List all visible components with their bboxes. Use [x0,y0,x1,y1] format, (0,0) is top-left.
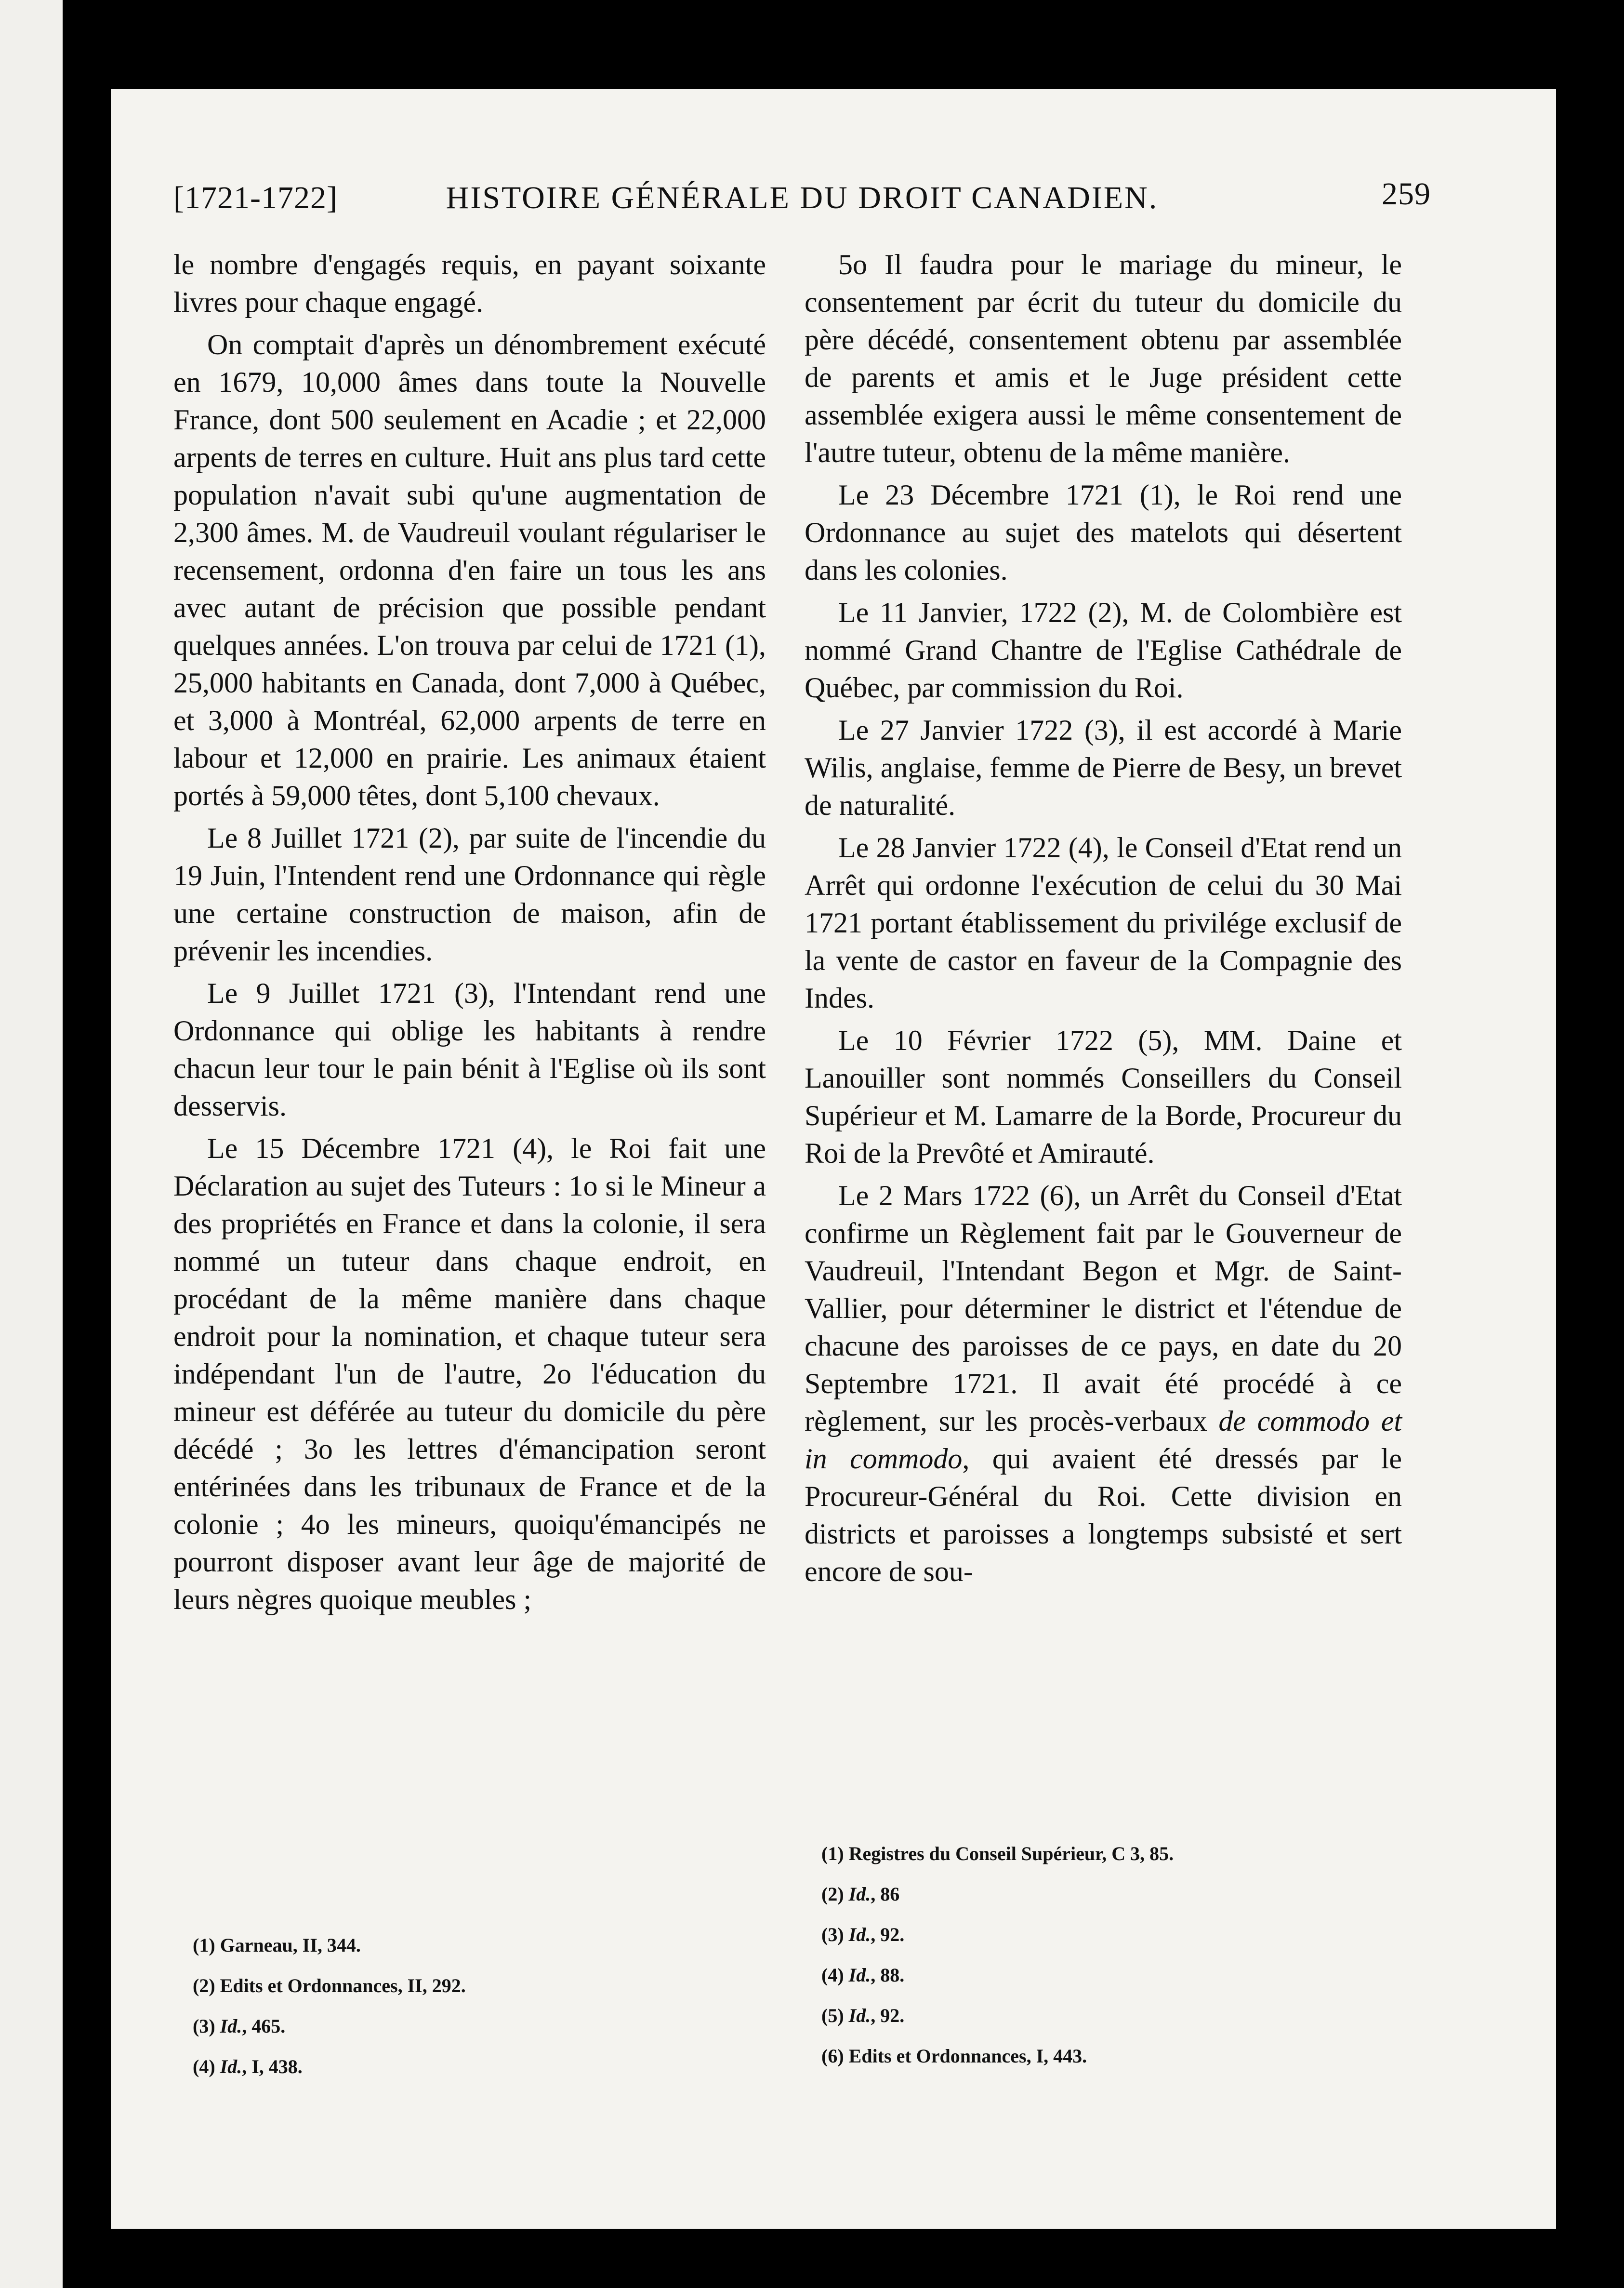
page-number: 259 [1382,176,1431,212]
running-header [173,176,1431,229]
footnote [193,1925,771,1966]
header-title: HISTOIRE GÉNÉRALE DU DROIT CANADIEN. [446,180,1159,215]
footnote [193,2047,771,2087]
paragraph: Le 23 Décembre 1721 (1), le Roi rend une Ordonnance au sujet des matelots qui désertent dans les colonies. [805,479,1402,586]
paragraph: Le 10 Février 1722 (5), MM. Daine et Lanouiller sont nommés Conseillers du Conseil Supérieur et M. Lamarre de la Borde, Procureur du Roi de la Prevôté et Amirauté. [805,1024,1402,1169]
footnote [821,1995,1400,2036]
footnote-idem: Id. [220,2015,242,2037]
adjacent-page-strip [0,0,63,2288]
footnote-idem: Id. [848,1924,871,1945]
footnote-number: (2) [821,1883,844,1905]
footnote [821,1955,1400,1995]
paragraph: Le 27 Janvier 1722 (3), il est accordé à Marie Wilis, anglaise, femme de Pierre de Besy, un brevet de naturalité. [805,714,1402,821]
footnotes-left [193,1925,771,2087]
footnote-number: (1) [821,1843,844,1864]
footnote-ref: , 92. [871,2005,905,2026]
footnote-number: (4) [193,2056,215,2077]
footnote [821,1915,1400,1955]
footnote-number: (3) [821,1924,844,1945]
footnote-number: (3) [193,2015,215,2037]
paragraph: Le 15 Décembre 1721 (4), le Roi fait une Déclaration au sujet des Tuteurs : 1o si le Mineur a des propriétés en France et dans la colonie, il sera nommé un tuteur dans chaque endroit, en procédant de la même manière dans chaque endroit pour la nomination, et chaque tuteur sera indépendant l'un de l'autre, 2o l'éducation du mineur est déférée au tuteur du domicile du père décédé ; 3o les lettres d'émancipation seront entérinées dans les tribunaux de France et de la colonie ; 4o les mineurs, quoiqu'émancipés ne pourront disposer avant leur âge de majorité de leurs nègres quoique meubles ; [173,1132,766,1615]
footnote-idem: Id. [848,1964,871,1986]
paragraph [805,1177,1402,1590]
paragraph-text: Le 2 Mars 1722 (6), un Arrêt du Conseil d'Etat confirme un Règlement fait par le Gouverneur de Vaudreuil, l'Intendant Begon et Mgr. de Saint-Vallier, pour déterminer le district et l'étendue de chacune des paroisses de ce pays, en date du 20 Septembre 1721. Il avait été procédé à ce règlement, sur les procès-verbaux [805,1180,1402,1437]
left-column [173,246,766,1623]
footnote [193,1966,771,2006]
paragraph: On comptait d'après un dénombrement exécuté en 1679, 10,000 âmes dans toute la Nouvelle France, dont 500 seulement en Acadie ; et 22,000 arpents de terres en culture. Huit ans plus tard cette population n'avait subi qu'une augmentation de 2,300 âmes. M. de Vaudreuil voulant régulariser le recensement, ordonna d'en faire un tous les ans avec autant de précision que possible pendant quelques années. L'on trouva par celui de 1721 (1), 25,000 habitants en Canada, dont 7,000 à Québec, et 3,000 à Montréal, 62,000 arpents de terre en labour et 12,000 en prairie. Les animaux étaient portés à 59,000 têtes, dont 5,100 chevaux. [173,329,766,811]
footnote-number: (4) [821,1964,844,1986]
paragraph: Le 11 Janvier, 1722 (2), M. de Colombière est nommé Grand Chantre de l'Eglise Cathédrale de Québec, par commission du Roi. [805,597,1402,704]
footnote-idem: Id. [848,2005,871,2026]
footnote-ref: Edits et Ordonnances, II, 292. [220,1975,466,1996]
footnote-number: (6) [821,2045,844,2067]
footnote-number: (1) [193,1934,215,1956]
footnote-ref: , I, 438. [242,2056,303,2077]
footnote [821,1834,1400,1874]
header-years: [1721-1722] [173,180,338,215]
latin-phrase: de commodo et in commodo [805,1405,1402,1475]
footnote [193,2006,771,2047]
footnote-idem: Id. [220,2056,242,2077]
footnote-number: (2) [193,1975,215,1996]
footnote-ref: , 88. [871,1964,905,1986]
paragraph-text: , qui avaient été dressés par le Procureur-Général du Roi. Cette division en districts et paroisses a longtemps subsisté et sert encore de sou- [805,1443,1402,1587]
paragraph: Le 28 Janvier 1722 (4), le Conseil d'Etat rend un Arrêt qui ordonne l'exécution de celui du 30 Mai 1721 portant établissement du privilége exclusif de la vente de castor en faveur de la Compagnie des Indes. [805,832,1402,1014]
paragraph: Le 8 Juillet 1721 (2), par suite de l'incendie du 19 Juin, l'Intendent rend une Ordonnance qui règle une certaine construction de maison, afin de prévenir les incendies. [173,822,766,967]
paragraph: le nombre d'engagés requis, en payant soixante livres pour chaque engagé. [173,249,766,318]
footnote-idem: Id. [848,1883,871,1905]
right-column [805,246,1402,1595]
footnote-number: (5) [821,2005,844,2026]
footnote-ref: Garneau, II, 344. [220,1934,361,1956]
footnote-ref: Registres du Conseil Supérieur, C 3, 85. [848,1843,1174,1864]
footnote-ref: , 86 [871,1883,900,1905]
footnote [821,1874,1400,1915]
footnote [821,2036,1400,2076]
footnote-ref: , 92. [871,1924,905,1945]
paragraph: 5o Il faudra pour le mariage du mineur, le consentement par écrit du tuteur du domicile du père décédé, consentement obtenu par assemblée de parents et amis et le Juge président cette assemblée exigera aussi le même consentement de l'autre tuteur, obtenu de la même manière. [805,249,1402,468]
footnote-ref: Edits et Ordonnances, I, 443. [848,2045,1087,2067]
footnotes-right [821,1834,1400,2076]
paragraph: Le 9 Juillet 1721 (3), l'Intendant rend une Ordonnance qui oblige les habitants à rendre chacun leur tour le pain bénit à l'Eglise où ils sont desservis. [173,977,766,1122]
footnote-ref: , 465. [242,2015,286,2037]
